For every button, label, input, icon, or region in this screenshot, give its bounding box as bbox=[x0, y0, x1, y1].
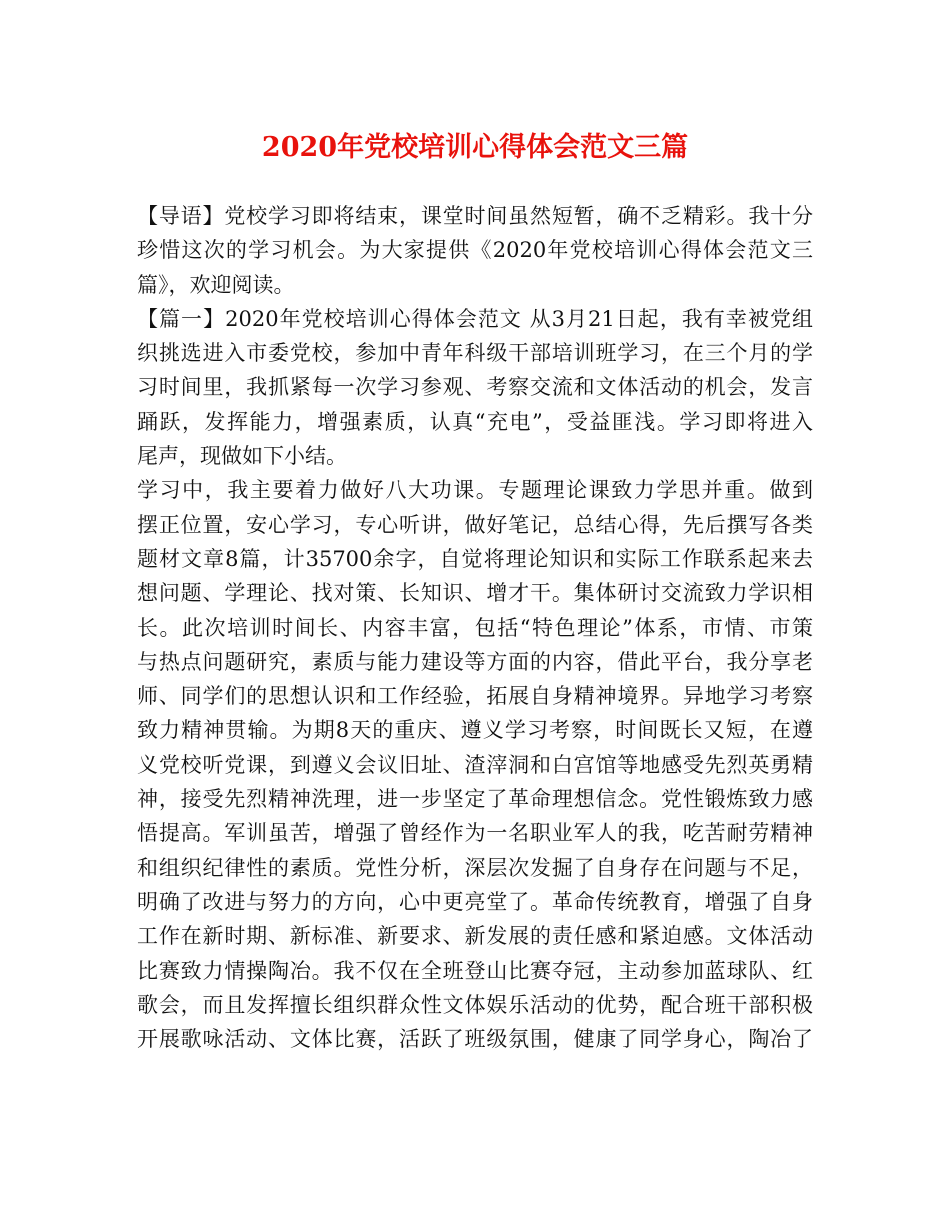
body-line: 悟提高。军训虽苦，增强了曾经作为一名职业军人的我，吃苦耐劳精神 bbox=[137, 821, 813, 846]
body-line: 尾声，现做如下小结。 bbox=[137, 444, 347, 469]
body-line: 长。此次培训时间长、内容丰富，包括“特色理论”体系，市情、市策 bbox=[137, 615, 813, 640]
document-body bbox=[137, 199, 813, 1056]
body-line: 与热点问题研究，素质与能力建设等方面的内容，借此平台，我分享老 bbox=[137, 649, 813, 674]
body-line: 比赛致力情操陶冶。我不仅在全班登山比赛夺冠，主动参加蓝球队、红 bbox=[137, 958, 813, 983]
body-line: 想问题、学理论、找对策、长知识、增才干。集体研讨交流致力学识相 bbox=[137, 581, 813, 606]
body-line: 师、同学们的思想认识和工作经验，拓展自身精神境界。异地学习考察 bbox=[137, 684, 813, 709]
body-line: 题材文章8篇，计35700余字，自觉将理论知识和实际工作联系起来去 bbox=[137, 546, 813, 571]
body-line: 歌会，而且发挥擅长组织群众性文体娱乐活动的优势，配合班干部积极 bbox=[137, 992, 813, 1017]
body-line: 篇》，欢迎阅读。 bbox=[137, 272, 295, 297]
body-line: 【导语】党校学习即将结束，课堂时间虽然短暂，确不乏精彩。我十分 bbox=[137, 204, 813, 228]
body-line: 神，接受先烈精神洗理，进一步坚定了革命理想信念。党性锻炼致力感 bbox=[137, 787, 813, 812]
body-line: 【篇一】2020年党校培训心得体会范文 从3月21日起，我有幸被党组 bbox=[137, 306, 813, 331]
body-line: 织挑选进入市委党校，参加中青年科级干部培训班学习，在三个月的学 bbox=[137, 341, 813, 366]
body-line: 学习中，我主要着力做好八大功课。专题理论课致力学思并重。做到 bbox=[137, 478, 813, 503]
body-line: 摆正位置，安心学习，专心听讲，做好笔记，总结心得，先后撰写各类 bbox=[137, 512, 813, 537]
body-line: 致力精神贯输。为期8天的重庆、遵义学习考察，时间既长又短，在遵 bbox=[137, 718, 813, 743]
body-line: 习时间里，我抓紧每一次学习参观、考察交流和文体活动的机会，发言 bbox=[137, 375, 813, 400]
body-line: 义党校听党课，到遵义会议旧址、渣滓洞和白宫馆等地感受先烈英勇精 bbox=[137, 752, 813, 777]
body-line: 和组织纪律性的素质。党性分析，深层次发掘了自身存在问题与不足， bbox=[137, 855, 813, 880]
body-line: 踊跃，发挥能力，增强素质，认真“充电”，受益匪浅。学习即将进入 bbox=[137, 409, 813, 434]
document-title: 2020年党校培训心得体会范文三篇 bbox=[261, 132, 689, 163]
body-line: 开展歌咏活动、文体比赛，活跃了班级氛围，健康了同学身心，陶冶了 bbox=[137, 1027, 813, 1052]
body-line: 工作在新时期、新标准、新要求、新发展的责任感和紧迫感。文体活动 bbox=[137, 924, 813, 949]
body-line: 明确了改进与努力的方向，心中更亮堂了。革命传统教育，增强了自身 bbox=[137, 889, 813, 914]
body-line: 珍惜这次的学习机会。为大家提供《2020年党校培训心得体会范文三 bbox=[137, 238, 813, 263]
